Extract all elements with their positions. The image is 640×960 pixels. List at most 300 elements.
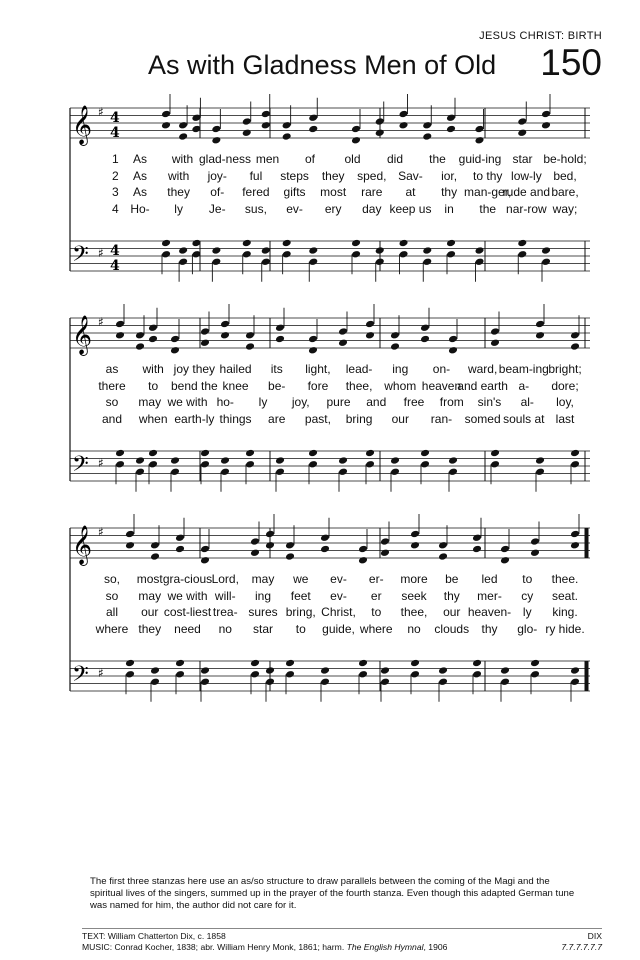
time-signature: 4 [110,125,120,141]
lyric-syllable: ev- [330,588,347,603]
lyric-syllable: As [132,185,148,199]
note-head [308,257,318,266]
lyric-syllable: dore; [551,378,579,393]
note-head [200,338,210,347]
lyric-syllable: er [370,588,382,603]
section-heading: JESUS CHRIST: BIRTH [479,30,602,42]
lyric-syllable: steps [280,168,309,183]
lyric-syllable: where [95,621,129,636]
lyric-syllable: cy [521,588,534,603]
note-head [135,467,145,476]
time-signature: 4 [110,243,120,259]
lyric-syllable: pure [326,395,351,409]
note-head [420,460,430,469]
hymn-number: 150 [540,42,602,83]
note-head [242,128,252,137]
lyric-syllable: to [522,572,533,586]
note-head [178,121,188,130]
note-head [410,659,420,668]
lyric-syllable: men [255,152,280,166]
verse-number: 4 [112,201,119,216]
lyric-syllable: Ho- [130,201,150,216]
lyric-syllable: our [141,605,159,619]
lyric-syllable: ev- [286,201,303,216]
lyric-syllable: free [403,395,425,409]
note-head [200,449,210,458]
lyric-syllable: keep us [389,201,432,216]
note-head [446,250,456,259]
note-head [200,545,210,554]
lyric-syllable: whom [384,378,417,393]
note-head [250,537,260,546]
lyric-syllable: so [105,395,119,409]
lyric-syllable: of- [210,185,225,199]
note-head [358,670,368,679]
lyric-syllable: when [138,411,168,426]
lyric-syllable: more [400,572,428,586]
note-head [285,670,295,679]
sharp-icon: ♯ [98,525,104,539]
lyric-syllable: heaven- [467,605,512,619]
time-signature: 4 [110,110,120,126]
note-head [178,257,188,266]
note-head [446,113,456,122]
note-head [420,449,430,458]
lyric-syllable: past, [304,411,331,426]
note-head [175,533,185,542]
note-head [170,335,180,344]
note-head [265,666,275,675]
note-head [115,331,125,340]
note-head [308,113,318,122]
note-head [530,670,540,679]
note-head [115,449,125,458]
note-head [390,331,400,340]
lyric-syllable: on- [432,362,451,376]
note-head [448,456,458,465]
bass-clef-icon: 𝄢 [72,242,89,272]
note-head [220,456,230,465]
note-head [390,342,400,351]
verse-number: 1 [112,152,119,166]
note-head [541,121,551,130]
lyric-syllable: fered [242,185,270,199]
note-head [390,456,400,465]
lyric-syllable: Christ, [321,605,356,619]
lyric-syllable: thee. [551,572,579,586]
lyric-syllable: knee [222,378,249,393]
note-head [125,541,135,550]
note-head [380,666,390,675]
lyric-syllable: rude and [502,185,551,199]
note-head [410,670,420,679]
note-head [422,132,432,141]
note-head [220,467,230,476]
note-head [161,250,171,259]
note-head [261,257,271,266]
lyric-syllable: last [555,411,575,426]
note-head [282,121,292,130]
lyric-syllable: er- [368,572,384,586]
sharp-icon: ♯ [98,666,104,680]
lyric-syllable: its [270,362,283,376]
lyric-syllable: no [218,621,232,636]
lyric-syllable: gifts [283,185,306,199]
note-head [245,342,255,351]
note-head [380,537,390,546]
note-head [150,552,160,561]
note-head [517,117,527,126]
note-head [570,666,580,675]
lyric-syllable: we with [167,588,208,603]
lyric-syllable: bare, [551,185,579,199]
music-credit-row [82,942,602,952]
lyric-syllable: we with [167,395,208,409]
note-head [410,541,420,550]
note-head [178,132,188,141]
treble-clef-icon: 𝄞 [72,105,93,145]
note-head [282,239,292,248]
note-head [351,125,361,134]
lyric-syllable: from [439,395,464,409]
note-head [125,670,135,679]
lyric-syllable: sures [248,605,278,619]
note-head [420,335,430,344]
text-credit: TEXT: William Chatterton Dix, c. 1858 [82,931,226,941]
note-head [175,659,185,668]
note-head [242,117,252,126]
note-head [475,136,485,145]
lyric-syllable: ho- [216,395,234,409]
note-head [541,110,551,119]
lyric-syllable: ior, [441,168,458,183]
lyric-syllable: guid-ing [458,152,502,166]
note-head [475,257,485,266]
lyric-syllable: king. [552,605,578,619]
sharp-icon: ♯ [98,456,104,470]
note-head [490,327,500,336]
note-head [380,548,390,557]
lyric-syllable: are [268,411,286,426]
lyric-syllable: no [407,621,421,636]
lyric-syllable: As [132,168,148,183]
lyric-syllable: with [171,152,194,166]
lyric-syllable: bend the [171,378,218,393]
note-head [570,460,580,469]
note-head [275,335,285,344]
lyric-syllable: be- [268,378,286,393]
lyric-syllable: the [479,201,497,216]
lyric-syllable: there [98,378,126,393]
note-head [358,659,368,668]
lyric-syllable: to [295,621,306,636]
lyric-syllable: most [136,572,163,586]
note-head [242,250,252,259]
note-head [265,677,275,686]
note-head [375,117,385,126]
note-head [245,331,255,340]
meter: 7.7.7.7.7.7 [561,942,602,952]
note-head [570,541,580,550]
lyric-syllable: thy [443,588,460,603]
note-head [570,677,580,686]
sharp-icon: ♯ [98,246,104,260]
lyric-syllable: gra-cious [162,572,213,586]
lyric-syllable: bring [345,411,373,426]
note-head [178,246,188,255]
note-head [282,250,292,259]
note-head [375,128,385,137]
lyric-syllable: ing [254,588,272,603]
lyric-syllable: may [138,588,162,603]
note-head [472,670,482,679]
note-head [472,533,482,542]
lyric-syllable: bright; [548,362,582,376]
note-head [535,320,545,329]
note-head [472,659,482,668]
note-head [422,121,432,130]
tune-name: DIX [587,931,602,941]
note-head [150,541,160,550]
note-head [220,331,230,340]
note-head [170,346,180,355]
note-head [490,338,500,347]
note-head [517,239,527,248]
note-head [490,460,500,469]
lyric-syllable: trea- [212,605,238,619]
lyric-syllable: day [362,201,382,216]
lyric-syllable: with [142,362,164,376]
lyric-syllable: of [304,152,316,166]
lyric-syllable: joy, [291,395,310,409]
lyric-syllable: loy, [556,395,574,409]
note-head [261,110,271,119]
note-head [351,136,361,145]
hymn-note: The first three stanzas here use an as/so structure to draw parallels between the coming of the Magi and the spiritual lives of the singers, summed up in the prayer of the fourth stanza. Even though this adapted German tune was named for him, the author did not care for it. [90,876,575,911]
note-head [175,670,185,679]
note-head [320,545,330,554]
lyric-syllable: sin's [477,395,502,409]
lyric-syllable: most [320,185,347,199]
lyric-syllable: as [105,362,119,376]
note-head [161,239,171,248]
note-head [399,121,409,130]
lyric-syllable: to thy [473,168,503,183]
note-head [390,467,400,476]
note-head [448,346,458,355]
lyric-syllable: where [359,621,393,636]
note-head [175,545,185,554]
note-head [200,327,210,336]
lyric-syllable: ev- [330,572,347,586]
lyric-syllable: feet [290,588,311,603]
lyric-syllable: Sav- [398,168,423,183]
note-head [365,449,375,458]
lyric-syllable: the [429,152,446,166]
lyric-syllable: may [138,395,162,409]
note-head [265,541,275,550]
note-head [261,246,271,255]
note-head [490,449,500,458]
note-head [211,125,221,134]
sharp-icon: ♯ [98,315,104,329]
note-head [308,346,318,355]
note-head [285,552,295,561]
lyric-syllable: thee, [345,378,373,393]
note-head [161,110,171,119]
note-head [530,659,540,668]
lyric-syllable: and earth [457,378,508,393]
lyric-syllable: did [386,152,404,166]
note-head [211,246,221,255]
note-head [170,456,180,465]
lyric-syllable: joy- [207,168,227,183]
note-head [125,530,135,539]
lyric-syllable: so, [103,572,121,586]
note-head [358,545,368,554]
note-head [422,246,432,255]
note-head [535,467,545,476]
lyric-syllable: need [174,621,201,636]
lyric-syllable: Lord, [211,572,239,586]
lyric-syllable: way; [552,201,578,216]
sharp-icon: ♯ [98,105,104,119]
lyric-syllable: to [371,605,382,619]
lyric-syllable: old [344,152,361,166]
lyric-syllable: our [443,605,461,619]
note-head [261,121,271,130]
lyric-syllable: nar-row [506,201,547,216]
lyric-syllable: ing [392,362,409,376]
lyric-syllable: ward, [467,362,498,376]
lyric-syllable: mer- [477,588,502,603]
note-head [365,331,375,340]
note-head [282,132,292,141]
note-head [375,257,385,266]
lyric-syllable: they [167,185,190,199]
note-head [320,677,330,686]
lyric-syllable: they [321,168,345,183]
lyric-syllable: be [445,572,459,586]
note-head [530,548,540,557]
note-head [275,456,285,465]
lyric-syllable: our [391,411,409,426]
note-head [135,456,145,465]
note-head [530,537,540,546]
lyric-syllable: cost-liest [163,605,212,619]
verse-number: 3 [112,185,119,199]
text-credit-row [82,931,602,941]
note-head [446,239,456,248]
note-head [161,121,171,130]
note-head [115,320,125,329]
note-head [320,666,330,675]
note-head [211,136,221,145]
lyric-syllable: ful [249,168,263,183]
lyric-syllable: ran- [430,411,453,426]
lyric-syllable: all [105,605,119,619]
credits-divider [82,928,602,929]
note-head [338,467,348,476]
note-head [135,342,145,351]
lyric-syllable: and [366,395,387,409]
note-head [135,331,145,340]
note-head [200,460,210,469]
lyric-syllable: guide, [322,621,355,636]
note-head [170,467,180,476]
note-head [399,110,409,119]
lyric-syllable: glo- [517,621,538,636]
note-head [438,552,448,561]
note-head [535,331,545,340]
note-head [250,659,260,668]
note-head [570,530,580,539]
note-head [338,327,348,336]
lyric-syllable: souls at [503,411,545,426]
note-head [148,449,158,458]
lyric-syllable: glad-ness [198,152,252,166]
lyric-syllable: somed [464,411,501,426]
note-head [150,677,160,686]
note-head [200,556,210,565]
lyric-syllable: heaven [421,378,462,393]
note-head [422,257,432,266]
lyric-syllable: thee, [400,605,428,619]
note-head [380,677,390,686]
note-head [245,460,255,469]
lyric-syllable: al- [520,395,534,409]
note-head [448,335,458,344]
note-head [448,467,458,476]
music-credit: MUSIC: Conrad Kocher, 1838; abr. William Henry Monk, 1861; harm. The English Hymnal, 1906 [82,942,448,952]
note-head [285,659,295,668]
note-head [438,541,448,550]
note-head [365,460,375,469]
lyric-syllable: clouds [434,621,470,636]
lyric-syllable: ly [258,395,268,409]
note-head [320,533,330,542]
note-head [242,239,252,248]
note-head [338,456,348,465]
note-head [115,460,125,469]
lyric-syllable: As [132,152,148,166]
lyric-syllable: ery [324,201,342,216]
lyric-syllable: lead- [345,362,373,376]
note-head [200,666,210,675]
lyric-syllable: they [138,621,162,636]
note-head [375,246,385,255]
lyric-syllable: fore [307,378,329,393]
note-head [150,666,160,675]
note-head [250,548,260,557]
lyric-syllable: sped, [357,168,387,183]
lyric-syllable: will- [214,588,236,603]
lyric-syllable: be-hold; [543,152,587,166]
note-head [308,460,318,469]
lyric-syllable: in [444,201,454,216]
note-head [500,556,510,565]
note-head [308,125,318,134]
note-head [475,246,485,255]
note-head [275,323,285,332]
note-head [570,342,580,351]
hymn-title: As with Gladness Men of Old [148,50,497,80]
lyric-syllable: thy [481,621,498,636]
lyric-syllable: thy [441,185,458,199]
lyric-syllable: hailed [219,362,252,376]
note-head [446,125,456,134]
lyric-syllable: Je- [208,201,226,216]
